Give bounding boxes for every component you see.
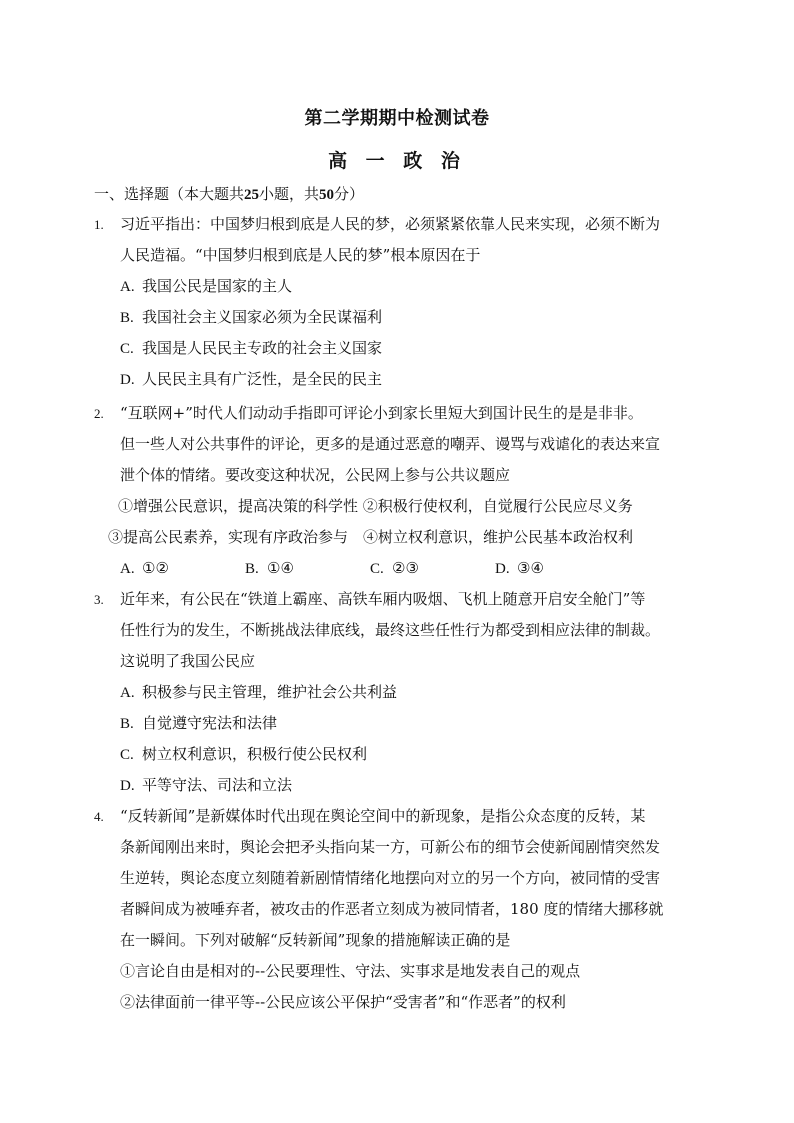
question-line: 者瞬间成为被唾弃者，被攻击的作恶者立刻成为被同情者，180 度的情绪大挪移就 — [120, 900, 664, 918]
option-b[interactable] — [245, 553, 370, 584]
question-2 — [94, 398, 714, 584]
option-text: ③④ — [517, 559, 544, 577]
option-text: 我国是人民民主专政的社会主义国家 — [142, 339, 383, 357]
statement-line: ①言论自由是相对的--公民要理性、守法、实事求是地发表自己的观点 — [120, 962, 581, 980]
statement-line: ②法律面前一律平等--公民应该公平保护“受害者”和“作恶者”的权利 — [120, 993, 566, 1011]
question-text: “反转新闻”是新媒体时代出现在舆论空间中的新现象，是指公众态度的反转，某 — [120, 807, 646, 825]
option-letter: B. — [120, 310, 134, 326]
question-line: 任性行为的发生，不断挑战法律底线，最终这些任性行为都受到相应法律的制裁。 — [120, 621, 661, 639]
option-text: 积极参与民主管理，维护社会公共利益 — [142, 683, 398, 701]
question-line: 但一些人对公共事件的评论，更多的是通过恶意的嘲弄、谩骂与戏谑化的表达来宣 — [120, 435, 661, 453]
option-text: ②③ — [392, 559, 419, 577]
statement-line: ①增强公民意识，提高决策的科学性 ②积极行使权利，自觉履行公民应尽义务 — [118, 497, 633, 515]
question-line — [94, 209, 714, 240]
option-letter: C. — [120, 747, 134, 763]
section-question-count: 25 — [244, 187, 260, 203]
option-text: ①② — [142, 559, 169, 577]
option-letter: D. — [495, 561, 510, 577]
option-d[interactable] — [495, 553, 620, 584]
question-text: 近年来，有公民在“铁道上霸座、高铁车厢内吸烟、飞机上随意开启安全舱门”等 — [120, 590, 646, 608]
question-number: 1. — [94, 217, 104, 232]
question-4 — [94, 801, 714, 1018]
question-line: 人民造福。“中国梦归根到底是人民的梦”根本原因在于 — [120, 246, 481, 264]
option-text: 我国社会主义国家必须为全民谋福利 — [142, 308, 383, 326]
option-letter: A. — [120, 561, 135, 577]
option-d[interactable] — [94, 770, 714, 801]
question-line — [94, 584, 714, 615]
question-line: 生逆转，舆论态度立刻随着新剧情情绪化地摆向对立的另一个方向，被同情的受害 — [120, 869, 661, 887]
option-letter: C. — [120, 341, 134, 357]
section-middle: 小题，共 — [259, 185, 320, 203]
option-text: 平等守法、司法和立法 — [142, 776, 293, 794]
option-c[interactable] — [94, 333, 714, 364]
option-letter: D. — [120, 778, 135, 794]
option-a[interactable] — [94, 677, 714, 708]
option-c[interactable] — [370, 553, 495, 584]
option-text: ①④ — [267, 559, 294, 577]
option-text: 人民民主具有广泛性，是全民的民主 — [142, 370, 383, 388]
section-prefix: 一、选择题（本大题共 — [94, 185, 245, 203]
statement-line: ③提高公民素养，实现有序政治参与 ④树立权利意识，维护公民基本政治权利 — [108, 528, 634, 546]
question-line: 这说明了我国公民应 — [120, 652, 256, 670]
option-c[interactable] — [94, 739, 714, 770]
question-1 — [94, 209, 714, 395]
question-line: 在一瞬间。下列对破解“反转新闻”现象的措施解读正确的是 — [120, 931, 511, 949]
exam-subtitle: 高 一 政 治 — [328, 150, 466, 172]
exam-title: 第二学期期中检测试卷 — [304, 108, 490, 129]
question-text: “互联网+”时代人们动动手指即可评论小到家长里短大到国计民生的是是非非。 — [120, 404, 643, 422]
section-suffix: 分） — [334, 185, 365, 203]
question-line — [94, 801, 714, 832]
option-letter: A. — [120, 279, 135, 295]
option-b[interactable] — [94, 708, 714, 739]
option-d[interactable] — [94, 364, 714, 395]
option-letter: B. — [120, 716, 134, 732]
option-letter: B. — [245, 561, 259, 577]
question-line: 泄个体的情绪。要改变这种状况，公民网上参与公共议题应 — [120, 466, 511, 484]
section-heading — [94, 183, 364, 204]
question-line — [94, 398, 714, 429]
question-text: 习近平指出：中国梦归根到底是人民的梦，必须紧紧依靠人民来实现，必须不断为 — [120, 215, 661, 233]
question-line: 条新闻刚出来时，舆论会把矛头指向某一方，可新公布的细节会使新闻剧情突然发 — [120, 838, 661, 856]
options-row — [94, 553, 714, 584]
option-letter: D. — [120, 372, 135, 388]
option-text: 自觉遵守宪法和法律 — [142, 714, 278, 732]
option-letter: A. — [120, 685, 135, 701]
section-total-score: 50 — [319, 187, 335, 203]
option-a[interactable] — [94, 271, 714, 302]
option-b[interactable] — [94, 302, 714, 333]
option-text: 树立权利意识，积极行使公民权利 — [142, 745, 368, 763]
option-a[interactable] — [120, 553, 245, 584]
question-number: 2. — [94, 406, 104, 421]
option-letter: C. — [370, 561, 384, 577]
question-number: 3. — [94, 592, 104, 607]
question-3 — [94, 584, 714, 801]
option-text: 我国公民是国家的主人 — [142, 277, 293, 295]
question-number: 4. — [94, 809, 104, 824]
